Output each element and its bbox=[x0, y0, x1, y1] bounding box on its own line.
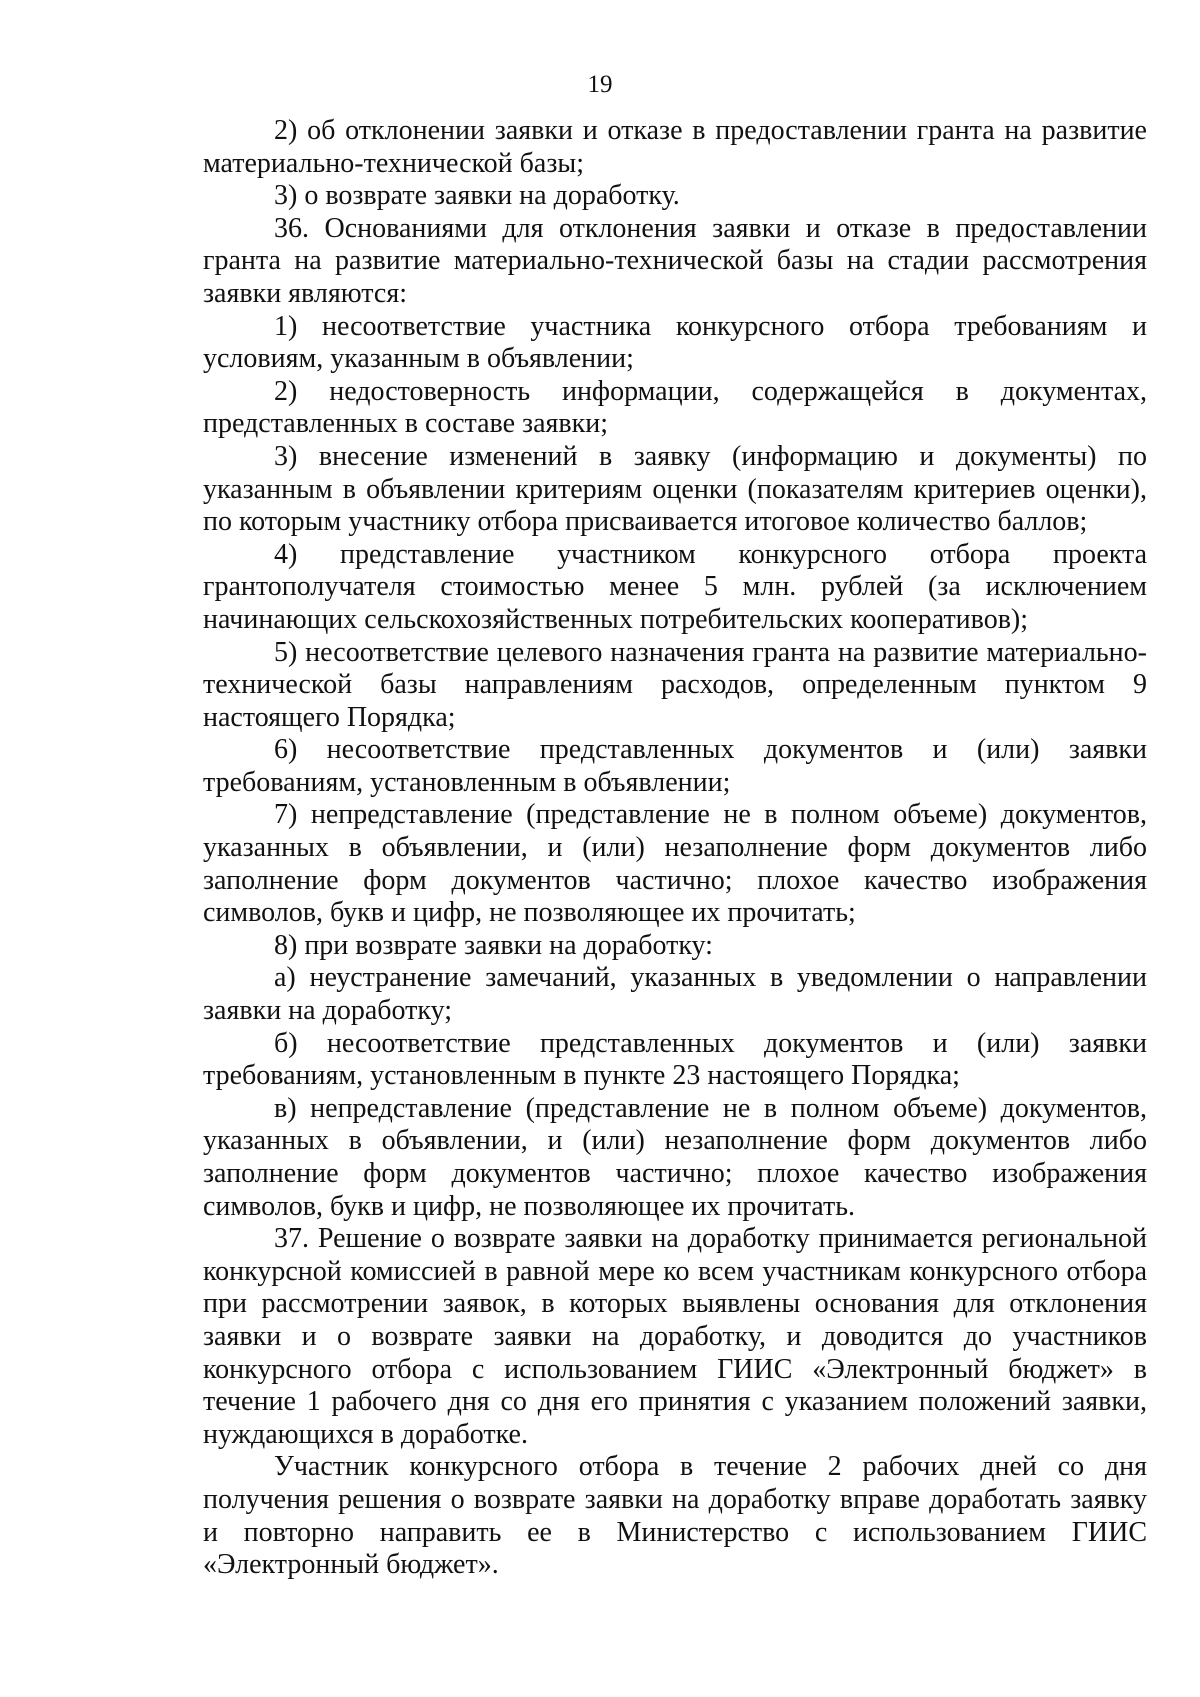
paragraph-item-37: 37. Решение о возврате заявки на доработку принимается региональной конкурсной комиссией в равной мере ко всем участникам конкурсного отбора при рассмотрении заявок, в которых выявлены основания для отклонения заявки и о возврате заявки на доработку, и доводится до участников конкурсного отбора с использованием ГИИС «Электронный бюджет» в течение 1 рабочего дня со дня его принятия с указанием положений заявки, нуждающихся в доработке. bbox=[203, 1223, 1147, 1450]
paragraph-ground-6: 6) несоответствие представленных документов и (или) заявки требованиям, установленным в объявлении; bbox=[203, 734, 1147, 798]
paragraph-item-36: 36. Основаниями для отклонения заявки и отказе в предоставлении гранта на развитие материально-технической базы на стадии рассмотрения заявки являются: bbox=[203, 212, 1147, 309]
paragraph-ground-8: 8) при возврате заявки на доработку: bbox=[274, 929, 713, 961]
paragraph-ground-3: 3) внесение изменений в заявку (информацию и документы) по указанным в объявлении критериям оценки (показателям критериев оценки), по которым участнику отбора присваивается итоговое количество баллов; bbox=[203, 440, 1147, 538]
paragraph-ground-1: 1) несоответствие участника конкурсного отбора требованиям и условиям, указанным в объявлении; bbox=[203, 310, 1147, 375]
paragraph-subitem-v: в) непредставление (представление не в полном объеме) документов, указанных в объявлении, и (или) незаполнение форм документов либо заполнение форм документов частично; плохое качество изображения символов, букв и цифр, не позволяющее их прочитать. bbox=[203, 1092, 1147, 1222]
paragraph-ground-2: 2) недостоверность информации, содержащейся в документах, представленных в составе заявки; bbox=[203, 375, 1147, 440]
paragraph-ground-4: 4) представление участником конкурсного отбора проекта грантополучателя стоимостью менее 5 млн. рублей (за исключением начинающих сельскохозяйственных потребительских кооперативов); bbox=[203, 538, 1147, 635]
paragraph-participant-rework: Участник конкурсного отбора в течение 2 рабочих дней со дня получения решения о возврате заявки на доработку вправе доработать заявку и повторно направить ее в Министерство с использованием ГИИС «Электронный бюджет». bbox=[203, 1451, 1147, 1581]
document-body bbox=[203, 115, 1147, 1582]
paragraph-decision-reject: 2) об отклонении заявки и отказе в предоставлении гранта на развитие материально-технической базы; bbox=[203, 115, 1147, 179]
paragraph-ground-5: 5) несоответствие целевого назначения гранта на развитие материально-технической базы направлениям расходов, определенным пунктом 9 настоящего Порядка; bbox=[203, 636, 1147, 733]
paragraph-ground-7: 7) непредставление (представление не в полном объеме) документов, указанных в объявлении, и (или) незаполнение форм документов либо заполнение форм документов частично; плохое качество изображения символов, букв и цифр, не позволяющее их прочитать; bbox=[203, 799, 1147, 929]
paragraph-subitem-b: б) несоответствие представленных документов и (или) заявки требованиям, установленным в пункте 23 настоящего Порядка; bbox=[203, 1027, 1147, 1092]
paragraph-subitem-a: а) неустранение замечаний, указанных в уведомлении о направлении заявки на доработку; bbox=[203, 962, 1147, 1027]
paragraph-decision-return: 3) о возврате заявки на доработку. bbox=[274, 180, 680, 212]
page-number: 19 bbox=[587, 71, 613, 98]
